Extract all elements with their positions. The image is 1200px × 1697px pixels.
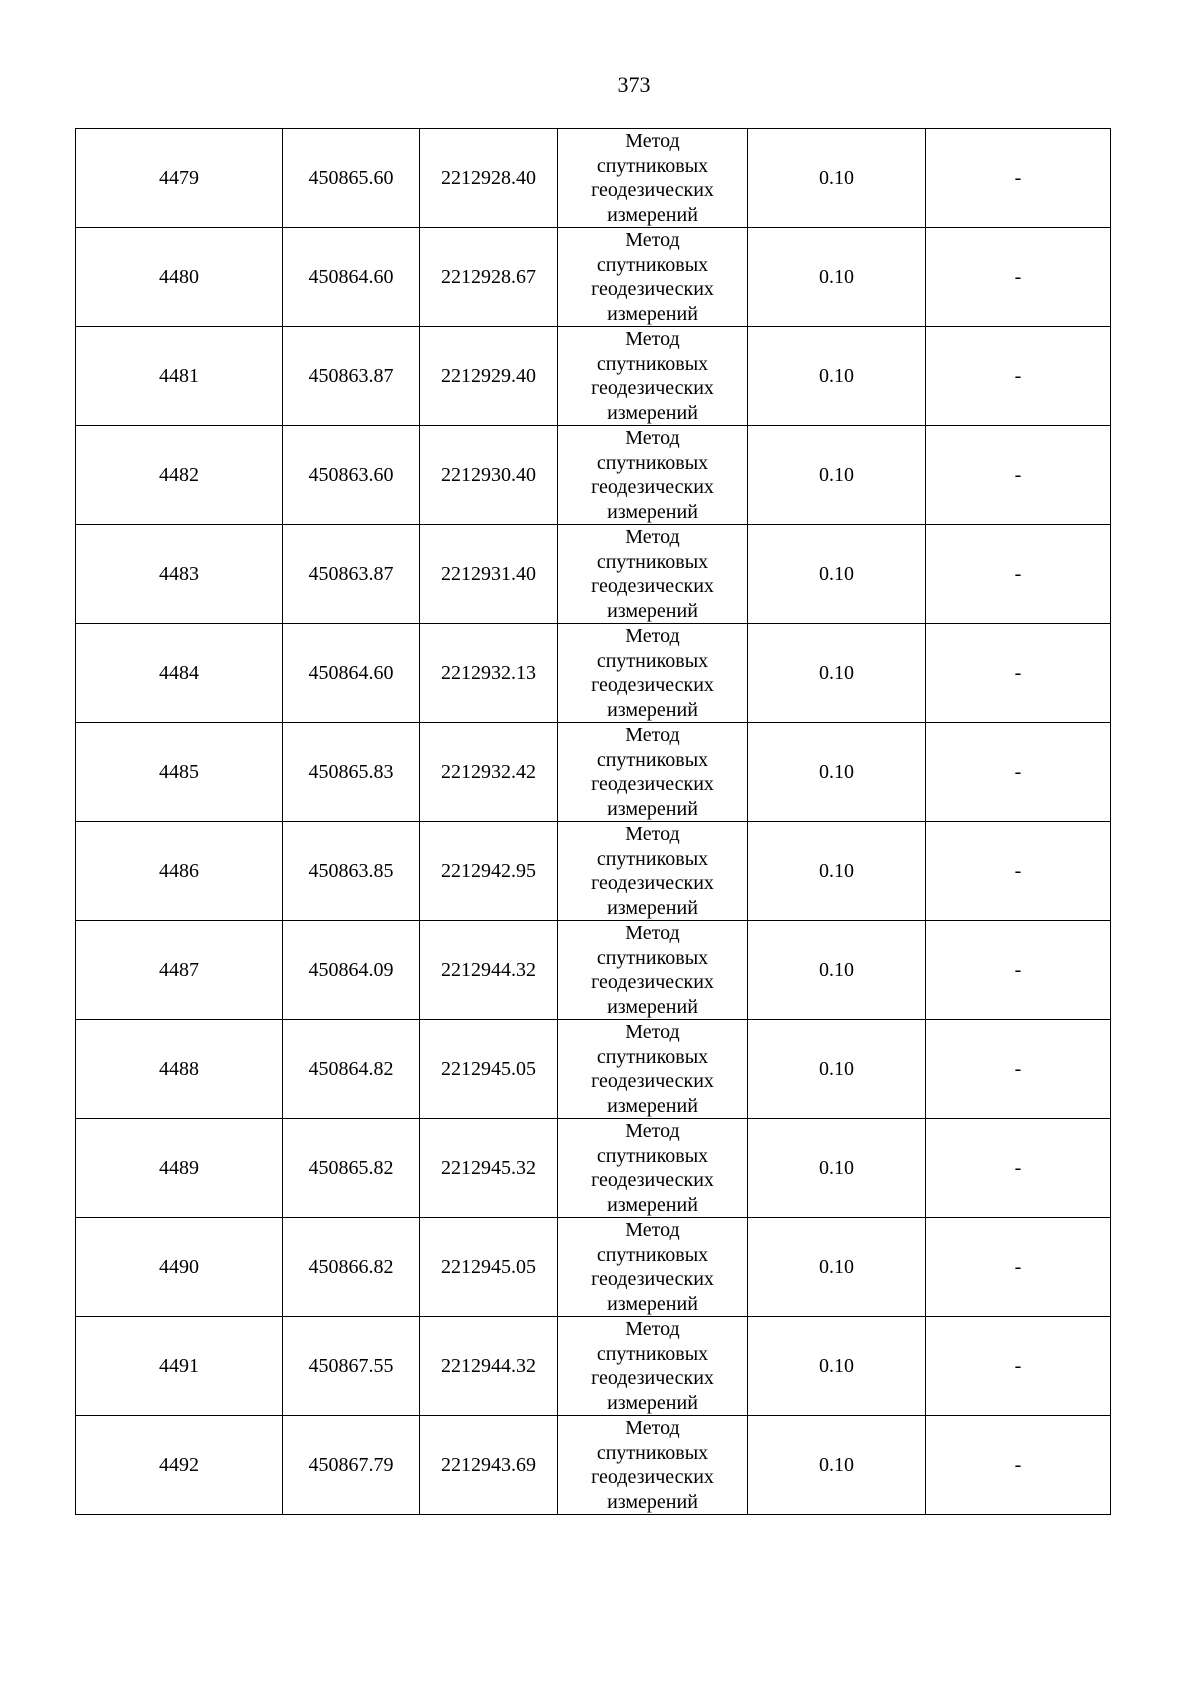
method-line: спутниковых: [596, 154, 709, 177]
point-number-cell: 4484: [76, 624, 283, 723]
method-cell: [558, 1416, 748, 1515]
page-number: 373: [617, 72, 651, 97]
method-cell: [558, 1317, 748, 1416]
method-line: измерений: [607, 896, 698, 919]
accuracy-cell: 0.10: [748, 525, 926, 624]
y-coordinate-cell: 2212931.40: [420, 525, 558, 624]
method-cell: [558, 921, 748, 1020]
method-line: геодезических: [591, 1169, 714, 1191]
method-line: измерений: [607, 995, 698, 1018]
x-coordinate-cell: 450863.87: [283, 525, 420, 624]
description-cell: -: [926, 624, 1111, 723]
point-number-cell: 4481: [76, 327, 283, 426]
accuracy-cell: 0.10: [748, 921, 926, 1020]
method-line: спутниковых: [596, 946, 709, 969]
point-number-cell: 4480: [76, 228, 283, 327]
method-line: Метод: [625, 922, 680, 944]
y-coordinate-cell: 2212945.05: [420, 1020, 558, 1119]
coordinates-table: [75, 128, 1111, 1515]
method-cell: [558, 129, 748, 228]
point-number-cell: 4490: [76, 1218, 283, 1317]
method-cell: [558, 327, 748, 426]
method-line: Метод: [625, 1318, 680, 1340]
point-number-cell: 4482: [76, 426, 283, 525]
method-line: геодезических: [591, 674, 714, 696]
method-line: геодезических: [591, 575, 714, 597]
method-line: Метод: [625, 229, 680, 251]
method-cell: [558, 1218, 748, 1317]
description-cell: -: [926, 1119, 1111, 1218]
table-row: [76, 624, 1111, 723]
description-cell: -: [926, 822, 1111, 921]
method-line: спутниковых: [596, 451, 709, 474]
table-row: [76, 525, 1111, 624]
description-cell: -: [926, 723, 1111, 822]
x-coordinate-cell: 450864.60: [283, 624, 420, 723]
method-line: Метод: [625, 1021, 680, 1043]
description-cell: -: [926, 1416, 1111, 1515]
x-coordinate-cell: 450865.82: [283, 1119, 420, 1218]
point-number-cell: 4486: [76, 822, 283, 921]
method-line: геодезических: [591, 1070, 714, 1092]
method-line: Метод: [625, 724, 680, 746]
point-number-cell: 4491: [76, 1317, 283, 1416]
method-cell: [558, 1119, 748, 1218]
point-number-cell: 4492: [76, 1416, 283, 1515]
accuracy-cell: 0.10: [748, 426, 926, 525]
method-line: геодезических: [591, 971, 714, 993]
table-row: [76, 327, 1111, 426]
method-line: измерений: [607, 1391, 698, 1414]
method-line: геодезических: [591, 773, 714, 795]
method-cell: [558, 525, 748, 624]
method-line: геодезических: [591, 377, 714, 399]
x-coordinate-cell: 450864.09: [283, 921, 420, 1020]
x-coordinate-cell: 450865.60: [283, 129, 420, 228]
accuracy-cell: 0.10: [748, 129, 926, 228]
table-row: [76, 426, 1111, 525]
point-number-cell: 4483: [76, 525, 283, 624]
table-row: [76, 129, 1111, 228]
method-line: измерений: [607, 401, 698, 424]
point-number-cell: 4489: [76, 1119, 283, 1218]
method-line: геодезических: [591, 179, 714, 201]
method-line: спутниковых: [596, 847, 709, 870]
x-coordinate-cell: 450863.87: [283, 327, 420, 426]
accuracy-cell: 0.10: [748, 1020, 926, 1119]
table-row: [76, 228, 1111, 327]
accuracy-cell: 0.10: [748, 723, 926, 822]
method-line: геодезических: [591, 1466, 714, 1488]
table-row: [76, 822, 1111, 921]
y-coordinate-cell: 2212928.67: [420, 228, 558, 327]
accuracy-cell: 0.10: [748, 1119, 926, 1218]
method-line: Метод: [625, 130, 680, 152]
method-line: спутниковых: [596, 1045, 709, 1068]
y-coordinate-cell: 2212945.05: [420, 1218, 558, 1317]
method-line: спутниковых: [596, 1342, 709, 1365]
method-line: Метод: [625, 526, 680, 548]
x-coordinate-cell: 450864.82: [283, 1020, 420, 1119]
x-coordinate-cell: 450863.85: [283, 822, 420, 921]
x-coordinate-cell: 450867.79: [283, 1416, 420, 1515]
method-line: измерений: [607, 698, 698, 721]
table-row: [76, 1218, 1111, 1317]
method-cell: [558, 624, 748, 723]
method-line: геодезических: [591, 1268, 714, 1290]
accuracy-cell: 0.10: [748, 822, 926, 921]
description-cell: -: [926, 327, 1111, 426]
x-coordinate-cell: 450863.60: [283, 426, 420, 525]
method-line: спутниковых: [596, 253, 709, 276]
accuracy-cell: 0.10: [748, 327, 926, 426]
method-cell: [558, 1020, 748, 1119]
method-line: геодезических: [591, 1367, 714, 1389]
method-line: измерений: [607, 599, 698, 622]
method-line: измерений: [607, 500, 698, 523]
method-line: спутниковых: [596, 1441, 709, 1464]
description-cell: -: [926, 1218, 1111, 1317]
method-line: спутниковых: [596, 649, 709, 672]
table-row: [76, 1416, 1111, 1515]
method-line: спутниковых: [596, 550, 709, 573]
method-line: Метод: [625, 823, 680, 845]
accuracy-cell: 0.10: [748, 1416, 926, 1515]
method-line: спутниковых: [596, 352, 709, 375]
y-coordinate-cell: 2212944.32: [420, 1317, 558, 1416]
point-number-cell: 4485: [76, 723, 283, 822]
description-cell: -: [926, 921, 1111, 1020]
y-coordinate-cell: 2212932.13: [420, 624, 558, 723]
method-line: измерений: [607, 1193, 698, 1216]
method-line: Метод: [625, 1120, 680, 1142]
point-number-cell: 4488: [76, 1020, 283, 1119]
y-coordinate-cell: 2212944.32: [420, 921, 558, 1020]
accuracy-cell: 0.10: [748, 228, 926, 327]
description-cell: -: [926, 1317, 1111, 1416]
description-cell: -: [926, 426, 1111, 525]
table-row: [76, 1317, 1111, 1416]
point-number-cell: 4487: [76, 921, 283, 1020]
y-coordinate-cell: 2212928.40: [420, 129, 558, 228]
y-coordinate-cell: 2212942.95: [420, 822, 558, 921]
x-coordinate-cell: 450867.55: [283, 1317, 420, 1416]
x-coordinate-cell: 450866.82: [283, 1218, 420, 1317]
method-line: измерений: [607, 1490, 698, 1513]
table-row: [76, 1020, 1111, 1119]
method-line: геодезических: [591, 476, 714, 498]
point-number-cell: 4479: [76, 129, 283, 228]
table-row: [76, 921, 1111, 1020]
method-line: измерений: [607, 797, 698, 820]
y-coordinate-cell: 2212930.40: [420, 426, 558, 525]
y-coordinate-cell: 2212943.69: [420, 1416, 558, 1515]
table-row: [76, 723, 1111, 822]
table-body: [76, 129, 1111, 1515]
description-cell: -: [926, 129, 1111, 228]
method-line: Метод: [625, 427, 680, 449]
method-line: Метод: [625, 625, 680, 647]
description-cell: -: [926, 1020, 1111, 1119]
description-cell: -: [926, 228, 1111, 327]
x-coordinate-cell: 450864.60: [283, 228, 420, 327]
y-coordinate-cell: 2212932.42: [420, 723, 558, 822]
method-cell: [558, 723, 748, 822]
description-cell: -: [926, 525, 1111, 624]
y-coordinate-cell: 2212945.32: [420, 1119, 558, 1218]
method-line: измерений: [607, 1292, 698, 1315]
x-coordinate-cell: 450865.83: [283, 723, 420, 822]
method-line: Метод: [625, 328, 680, 350]
method-line: геодезических: [591, 872, 714, 894]
method-line: спутниковых: [596, 1243, 709, 1266]
accuracy-cell: 0.10: [748, 624, 926, 723]
accuracy-cell: 0.10: [748, 1317, 926, 1416]
method-line: спутниковых: [596, 748, 709, 771]
method-line: спутниковых: [596, 1144, 709, 1167]
method-line: Метод: [625, 1219, 680, 1241]
method-cell: [558, 228, 748, 327]
method-cell: [558, 822, 748, 921]
method-line: геодезических: [591, 278, 714, 300]
method-line: измерений: [607, 203, 698, 226]
method-cell: [558, 426, 748, 525]
method-line: измерений: [607, 1094, 698, 1117]
accuracy-cell: 0.10: [748, 1218, 926, 1317]
y-coordinate-cell: 2212929.40: [420, 327, 558, 426]
table-row: [76, 1119, 1111, 1218]
method-line: измерений: [607, 302, 698, 325]
method-line: Метод: [625, 1417, 680, 1439]
